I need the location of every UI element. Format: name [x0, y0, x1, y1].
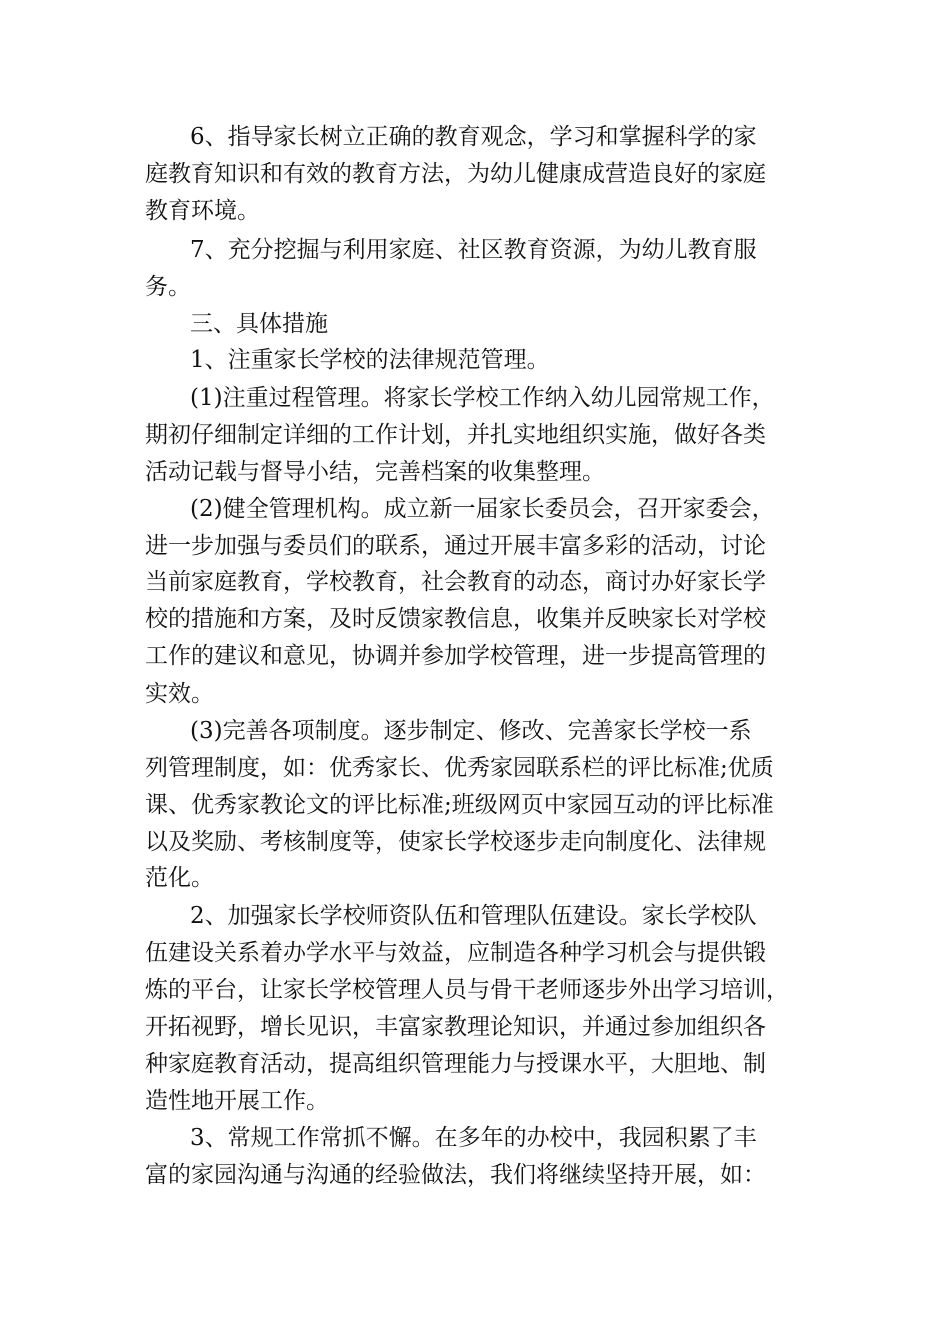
text-line: 活动记载与督导小结，完善档案的收集整理。 — [145, 459, 605, 485]
text-line: 以及奖励、考核制度等，使家长学校逐步走向制度化、法律规 — [145, 829, 766, 855]
text-line: 进一步加强与委员们的联系，通过开展丰富多彩的活动，讨论 — [145, 533, 766, 559]
text-line: 务。 — [145, 274, 191, 300]
text-line: 校的措施和方案，及时反馈家教信息，收集并反映家长对学校 — [145, 606, 766, 632]
text-line: (1)注重过程管理。将家长学校工作纳入幼儿园常规工作， — [190, 385, 775, 411]
text-line: 1、注重家长学校的法律规范管理。 — [190, 347, 550, 373]
text-line: 种家庭教育活动，提高组织管理能力与授课水平，大胆地、制 — [145, 1051, 766, 1077]
text-line: 6、指导家长树立正确的教育观念，学习和掌握科学的家 — [190, 124, 757, 150]
text-line: (2)健全管理机构。成立新一届家长委员会，召开家委会， — [190, 496, 775, 522]
text-line: 范化。 — [145, 865, 214, 891]
text-line: 课、优秀家教论文的评比标准;班级网页中家园互动的评比标准 — [145, 792, 774, 818]
text-line: 伍建设关系着办学水平与效益，应制造各种学习机会与提供锻 — [145, 940, 766, 966]
text-line: 造性地开展工作。 — [145, 1088, 329, 1114]
text-line: 2、加强家长学校师资队伍和管理队伍建设。家长学校队 — [190, 903, 757, 929]
text-line: 工作的建议和意见，协调并参加学校管理，进一步提高管理的 — [145, 643, 766, 669]
text-line: 教育环境。 — [145, 198, 260, 224]
text-line: 期初仔细制定详细的工作计划，并扎实地组织实施，做好各类 — [145, 422, 766, 448]
text-line: 7、充分挖掘与利用家庭、社区教育资源，为幼儿教育服 — [190, 237, 757, 263]
text-line: 庭教育知识和有效的教育方法，为幼儿健康成营造良好的家庭 — [145, 161, 766, 187]
text-line: 3、常规工作常抓不懈。在多年的办校中，我园积累了丰 — [190, 1125, 757, 1151]
text-line: 炼的平台，让家长学校管理人员与骨干老师逐步外出学习培训， — [145, 977, 789, 1003]
text-line: 当前家庭教育，学校教育，社会教育的动态，商讨办好家长学 — [145, 569, 766, 595]
section-heading: 三、具体措施 — [190, 311, 328, 337]
text-line: (3)完善各项制度。逐步制定、修改、完善家长学校一系 — [190, 718, 752, 744]
text-line: 开拓视野，增长见识，丰富家教理论知识，并通过参加组织各 — [145, 1014, 766, 1040]
text-line: 列管理制度，如：优秀家长、优秀家园联系栏的评比标准;优质 — [145, 755, 774, 781]
text-line: 实效。 — [145, 681, 214, 707]
text-line: 富的家园沟通与沟通的经验做法，我们将继续坚持开展，如： — [145, 1162, 766, 1188]
